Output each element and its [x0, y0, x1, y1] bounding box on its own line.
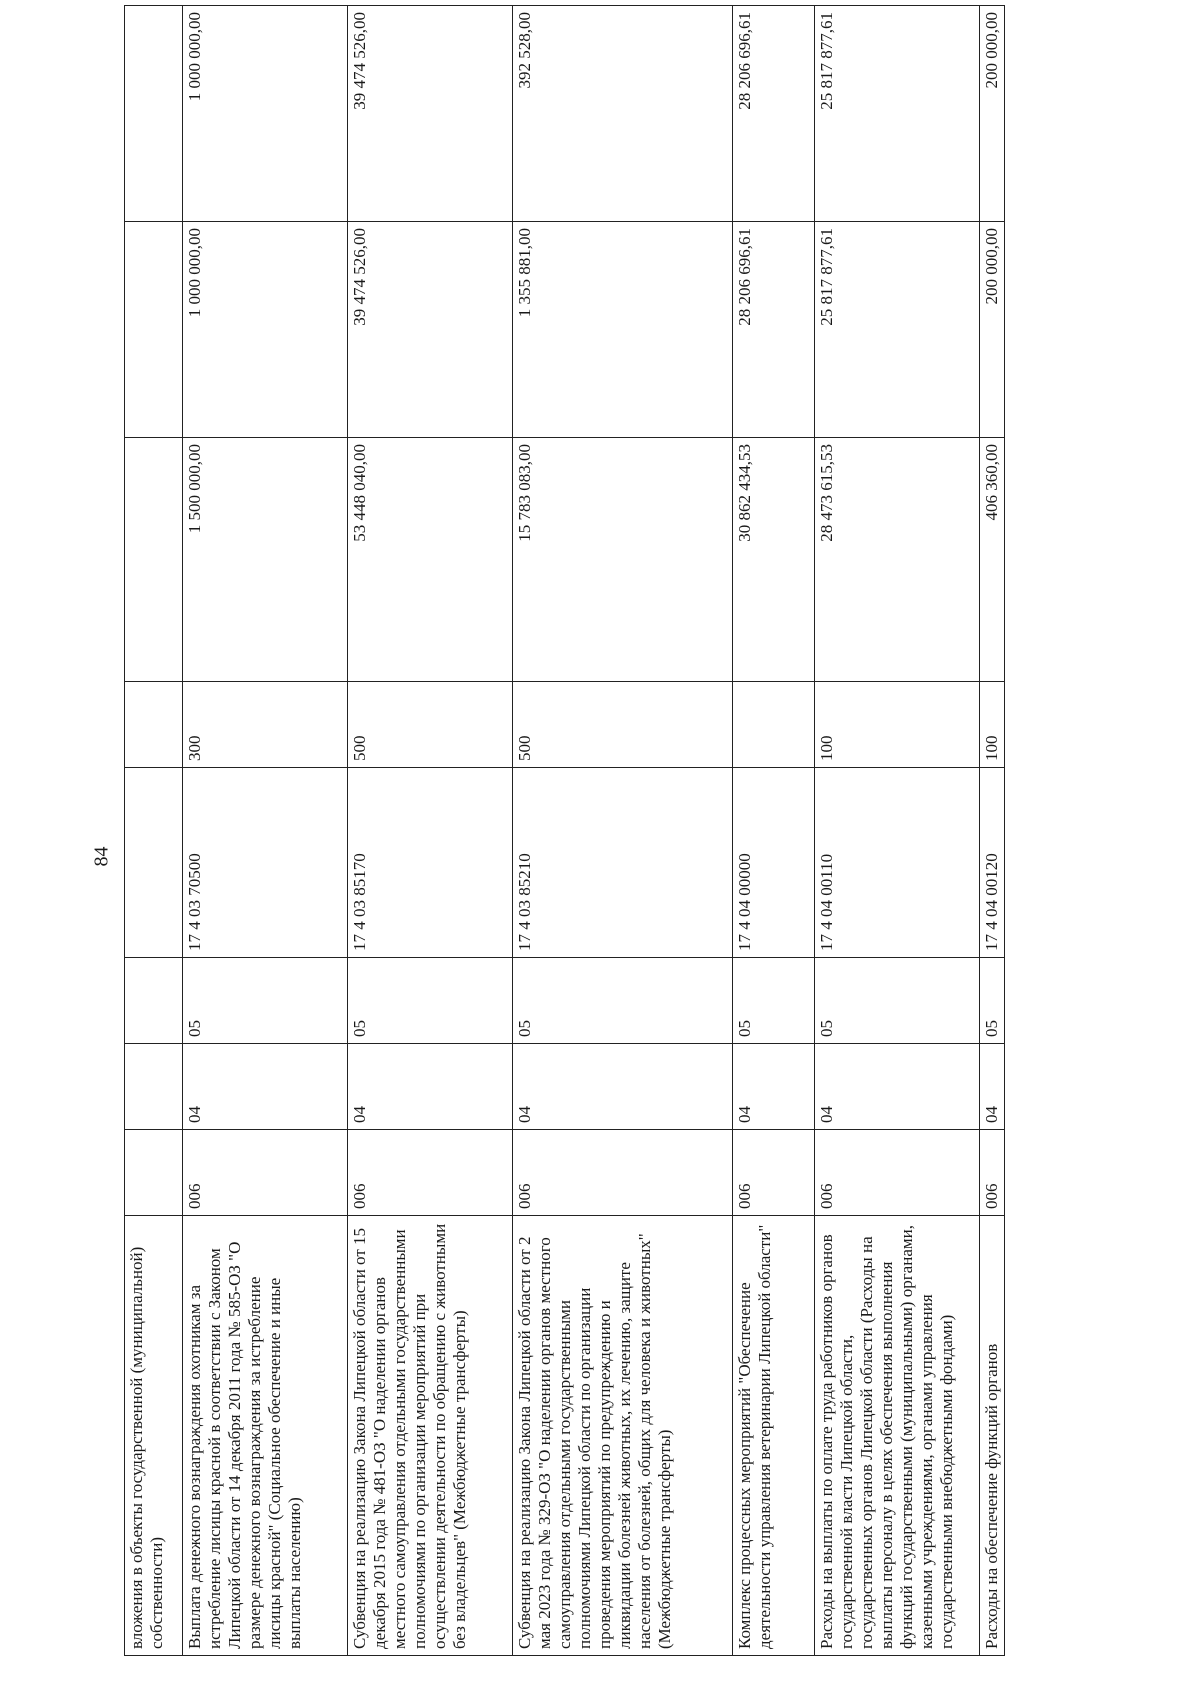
row-subsection: 05 — [733, 958, 815, 1044]
row-section: 04 — [183, 1044, 348, 1130]
row-type — [733, 682, 815, 768]
row-section: 04 — [348, 1044, 513, 1130]
row-section: 04 — [815, 1044, 980, 1130]
row-sum1: 30 862 434,53 — [733, 438, 815, 682]
row-type: 500 — [513, 682, 733, 768]
row-subsection: 05 — [183, 958, 348, 1044]
row-sum1 — [125, 438, 183, 682]
row-subsection: 05 — [513, 958, 733, 1044]
row-sum2: 25 817 877,61 — [815, 222, 980, 438]
row-sum2: 28 206 696,61 — [733, 222, 815, 438]
row-subsection: 05 — [815, 958, 980, 1044]
table-row — [183, 6, 348, 1656]
row-name: Выплата денежного вознаграждения охотникам за истребление лисицы красной в соответствии с Законом Липецкой области от 14 декабря 2011 года № 585-ОЗ "О размере денежного вознаграждения за истребление лисицы красной" (Социальное обеспечение и иные выплаты населению) — [183, 1216, 348, 1656]
row-target: 17 4 04 00000 — [733, 768, 815, 958]
table-row — [348, 6, 513, 1656]
budget-table — [124, 5, 1005, 1656]
row-target: 17 4 03 85210 — [513, 768, 733, 958]
table-row — [733, 6, 815, 1656]
row-ministry: 006 — [733, 1130, 815, 1216]
row-sum1: 28 473 615,53 — [815, 438, 980, 682]
row-type: 300 — [183, 682, 348, 768]
row-ministry — [125, 1130, 183, 1216]
table-row — [980, 6, 1005, 1656]
row-name: Субвенция на реализацию Закона Липецкой области от 2 мая 2023 года № 329-ОЗ "О наделении органов местного самоуправления отдельными государственными полномочиями Липецкой области по организации проведения мероприятий по предупреждению и ликвидации болезней животных, их лечению, защите населения от болезней, общих для человека и животных" (Межбюджетные трансферты) — [513, 1216, 733, 1656]
row-sum3 — [125, 6, 183, 222]
row-sum3: 200 000,00 — [980, 6, 1005, 222]
row-section: 04 — [980, 1044, 1005, 1130]
row-section: 04 — [733, 1044, 815, 1130]
row-sum2: 1 355 881,00 — [513, 222, 733, 438]
row-type: 100 — [980, 682, 1005, 768]
row-name: Расходы на выплаты по оплате труда работников органов государственной власти Липецкой области, государственных органов Липецкой области (Расходы на выплаты персоналу в целях обеспечения выполнения функций государственными (муниципальными) органами, казенными учреждениями, органами управления государственными внебюджетными фондами) — [815, 1216, 980, 1656]
row-ministry: 006 — [513, 1130, 733, 1216]
row-section: 04 — [513, 1044, 733, 1130]
row-ministry: 006 — [815, 1130, 980, 1216]
row-subsection — [125, 958, 183, 1044]
row-sum3: 1 000 000,00 — [183, 6, 348, 222]
row-sum2: 200 000,00 — [980, 222, 1005, 438]
row-ministry: 006 — [183, 1130, 348, 1216]
row-target: 17 4 03 70500 — [183, 768, 348, 958]
row-type — [125, 682, 183, 768]
row-sum3: 28 206 696,61 — [733, 6, 815, 222]
row-name: вложения в объекты государственной (муниципальной) собственности) — [125, 1216, 183, 1656]
row-subsection: 05 — [980, 958, 1005, 1044]
row-ministry: 006 — [980, 1130, 1005, 1216]
table-row — [125, 6, 183, 1656]
row-name: Субвенция на реализацию Закона Липецкой области от 15 декабря 2015 года № 481-ОЗ "О наделении органов местного самоуправления отдельными государственными полномочиями по организации мероприятий при осуществлении деятельности по обращению с животными без владельцев" (Межбюджетные трансферты) — [348, 1216, 513, 1656]
row-ministry: 006 — [348, 1130, 513, 1216]
row-target — [125, 768, 183, 958]
row-name: Расходы на обеспечение функций органов — [980, 1216, 1005, 1656]
row-sum2 — [125, 222, 183, 438]
table-row — [815, 6, 980, 1656]
row-target: 17 4 03 85170 — [348, 768, 513, 958]
row-sum1: 406 360,00 — [980, 438, 1005, 682]
row-sum3: 392 528,00 — [513, 6, 733, 222]
row-sum2: 1 000 000,00 — [183, 222, 348, 438]
row-name: Комплекс процессных мероприятий "Обеспечение деятельности управления ветеринарии Липецкой области" — [733, 1216, 815, 1656]
row-subsection: 05 — [348, 958, 513, 1044]
row-section — [125, 1044, 183, 1130]
row-sum2: 39 474 526,00 — [348, 222, 513, 438]
row-sum3: 39 474 526,00 — [348, 6, 513, 222]
budget-table-rotated — [124, 6, 999, 1656]
row-sum1: 53 448 040,00 — [348, 438, 513, 682]
row-sum1: 1 500 000,00 — [183, 438, 348, 682]
row-type: 100 — [815, 682, 980, 768]
table-row — [513, 6, 733, 1656]
row-sum1: 15 783 083,00 — [513, 438, 733, 682]
row-type: 500 — [348, 682, 513, 768]
row-target: 17 4 04 00110 — [815, 768, 980, 958]
row-sum3: 25 817 877,61 — [815, 6, 980, 222]
row-target: 17 4 04 00120 — [980, 768, 1005, 958]
page-number: 84 — [90, 846, 113, 867]
